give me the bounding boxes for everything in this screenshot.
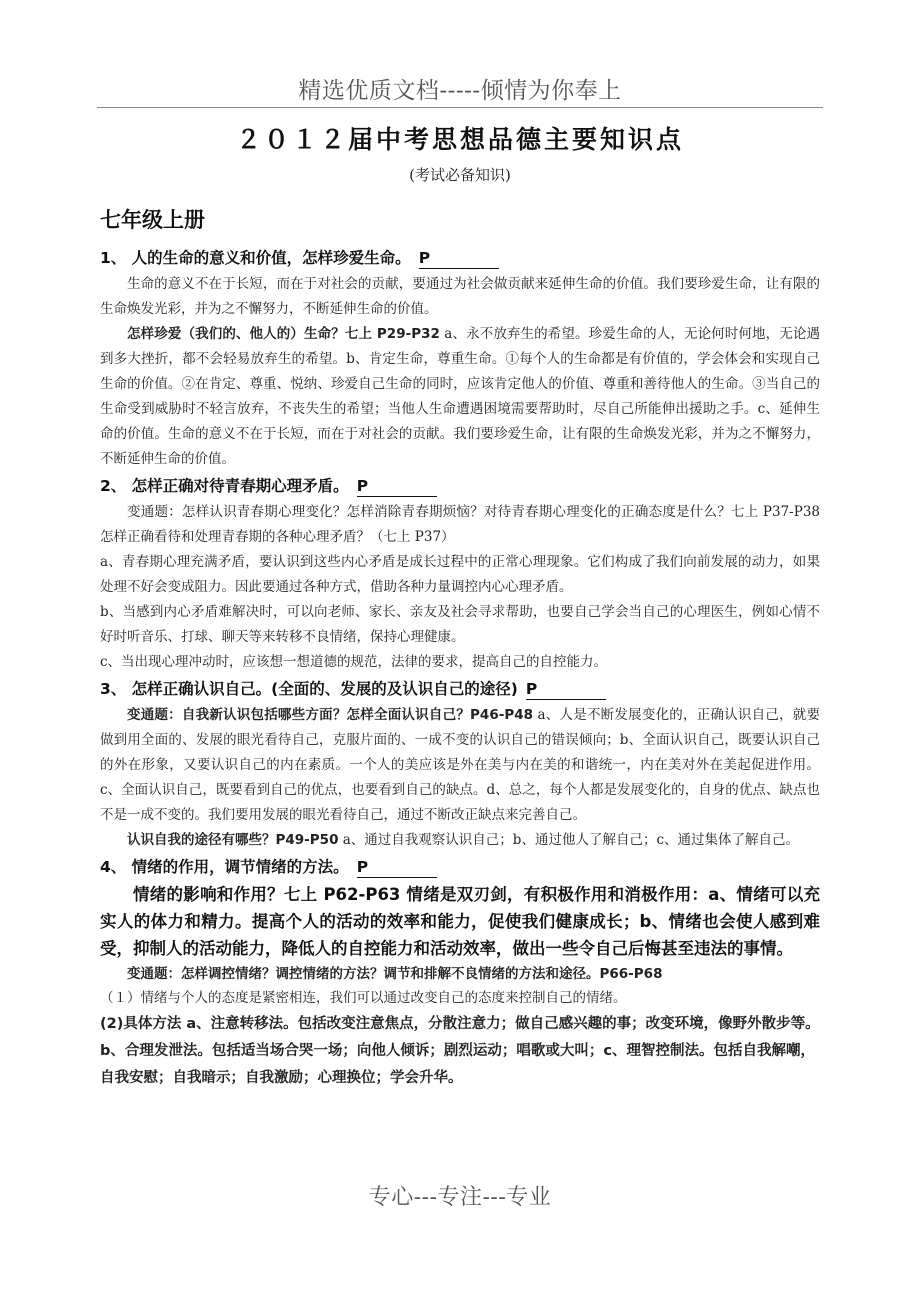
- question-2-point-a: a、青春期心理充满矛盾，要认识到这些内心矛盾是成长过程中的正常心理现象。它们构成了我们向前发展的动力，如果处理不好会变成阻力。因此要通过各种方式，借助各种力量调控内心心理矛盾。: [100, 554, 820, 595]
- question-2-point-c: c、当出现心理冲动时，应该想一想道德的规范，法律的要求，提高自己的自控能力。: [100, 654, 608, 670]
- page-header: 精选优质文档-----倾情为你奉上: [298, 78, 622, 104]
- document-title: ２０１２届中考思想品德主要知识点: [235, 125, 684, 154]
- question-1-heading: [100, 244, 820, 272]
- question-4-variant: 变通题：怎样调控情绪？调控情绪的方法？调节和排解不良情绪的方法和途径。P66-P68: [127, 966, 663, 982]
- page-footer: 专心---专注---专业: [368, 1185, 552, 1210]
- question-1-paragraph-1: 生命的意义不在于长短，而在于对社会的贡献，要通过为社会做贡献来延伸生命的价值。我们要珍爱生命，让有限的生命焕发光彩，并为之不懈努力，不断延伸生命的价值。: [100, 276, 820, 317]
- question-3-page-ref: P: [526, 679, 606, 700]
- question-2-page-ref: P: [357, 476, 437, 497]
- question-1-text: 1、 人的生命的意义和价值，怎样珍爱生命。: [100, 249, 411, 267]
- question-2-text: 2、 怎样正确对待青春期心理矛盾。: [100, 477, 349, 495]
- question-3-subquestion-1: 变通题：自我新认识包括哪些方面？怎样全面认识自己？P46-P48: [127, 707, 534, 723]
- question-1-answer: a、永不放弃生的希望。珍爱生命的人，无论何时何地，无论遇到多大挫折，都不会轻易放弃生的希望。b、肯定生命，尊重生命。①每个人的生命都是有价值的，学会体会和实现自己生命的价值。②在肯定、尊重、悦纳、珍爱自己生命的同时，应该肯定他人的价值、尊重和善待他人的生命。③当自己的生命受到威胁时不轻言放弃，不丧失生的希望；当他人生命遭遇困境需要帮助时，尽自己所能伸出援助之手。c、延伸生命的价值。生命的意义不在于长短，而在于对社会的贡献。我们要珍爱生命，让有限的生命焕发光彩，并为之不懈努力，不断延伸生命的价值。: [100, 326, 820, 467]
- question-3-answer-1: a、人是不断发展变化的，正确认识自己，就要做到用全面的、发展的眼光看待自己，克服片面的、一成不变的认识自己的错误倾向；b、全面认识自己，既要认识自己的外在形象，又要认识自己的内在素质。一个人的美应该是外在美与内在美的和谐统一，内在美对外在美起促进作用。c、全面认识自己，既要看到自己的优点，也要看到自己的缺点。d、总之，每个人都是发展变化的，自身的优点、缺点也不是一成不变的。我们要用发展的眼光看待自己，通过不断改正缺点来完善自己。: [100, 707, 821, 823]
- header-divider: [97, 107, 823, 108]
- question-4-emotion-effects: 情绪的影响和作用？七上 P62-P63 情绪是双刃剑，有积极作用和消极作用：a、情绪可以充实人的体力和精力。提高个人的活动的效率和能力，促使我们健康成长；b、情绪也会使人感到难受，抑制人的活动能力，降低人的自控能力和活动效率，做出一些令自己后悔甚至违法的事情。: [100, 885, 820, 958]
- question-1-subquestion: 怎样珍爱（我们的、他人的）生命？七上 P29-P32: [127, 326, 440, 342]
- document-subtitle: (考试必备知识): [409, 166, 511, 184]
- question-4-methods: (2)具体方法 a、注意转移法。包括改变注意焦点，分散注意力；做自己感兴趣的事；改变环境，像野外散步等。b、合理发泄法。包括适当场合哭一场；向他人倾诉；剧烈运动；唱歌或大叫；c、理智控制法。包括自我解嘲，自我安慰；自我暗示；自我激励；心理换位；学会升华。: [100, 1016, 820, 1086]
- section-heading-grade: 七年级上册: [100, 208, 205, 232]
- question-3-text: 3、 怎样正确认识自己。(全面的、发展的及认识自己的途径): [100, 680, 518, 698]
- question-4-attitude: （１）情绪与个人的态度是紧密相连，我们可以通过改变自己的态度来控制自己的情绪。: [100, 990, 627, 1006]
- question-3-subquestion-2: 认识自我的途径有哪些？P49-P50: [127, 832, 339, 848]
- question-4-page-ref: P: [357, 857, 437, 878]
- question-1-paragraph-2: [100, 322, 820, 472]
- question-4-text: 4、 情绪的作用，调节情绪的方法。: [100, 858, 349, 876]
- question-3-paragraph-2: [100, 828, 820, 853]
- question-1-page-ref: P: [419, 248, 499, 269]
- question-3-paragraph-1: [100, 703, 820, 828]
- question-2-heading: [100, 472, 820, 500]
- question-4-heading: [100, 853, 820, 881]
- question-3-answer-2: a、通过自我观察认识自己；b、通过他人了解自己；c、通过集体了解自己。: [338, 832, 800, 848]
- question-2-variant: 变通题：怎样认识青春期心理变化？怎样消除青春期烦恼？对待青春期心理变化的正确态度是什么？七上 P37-P38 怎样正确看待和处理青春期的各种心理矛盾？（七上 P37）: [100, 504, 820, 545]
- question-3-heading: [100, 675, 820, 703]
- content-body: [100, 244, 820, 1092]
- question-2-point-b: b、当感到内心矛盾难解决时，可以向老师、家长、亲友及社会寻求帮助，也要自己学会当自己的心理医生，例如心情不好时听音乐、打球、聊天等来转移不良情绪，保持心理健康。: [100, 604, 820, 645]
